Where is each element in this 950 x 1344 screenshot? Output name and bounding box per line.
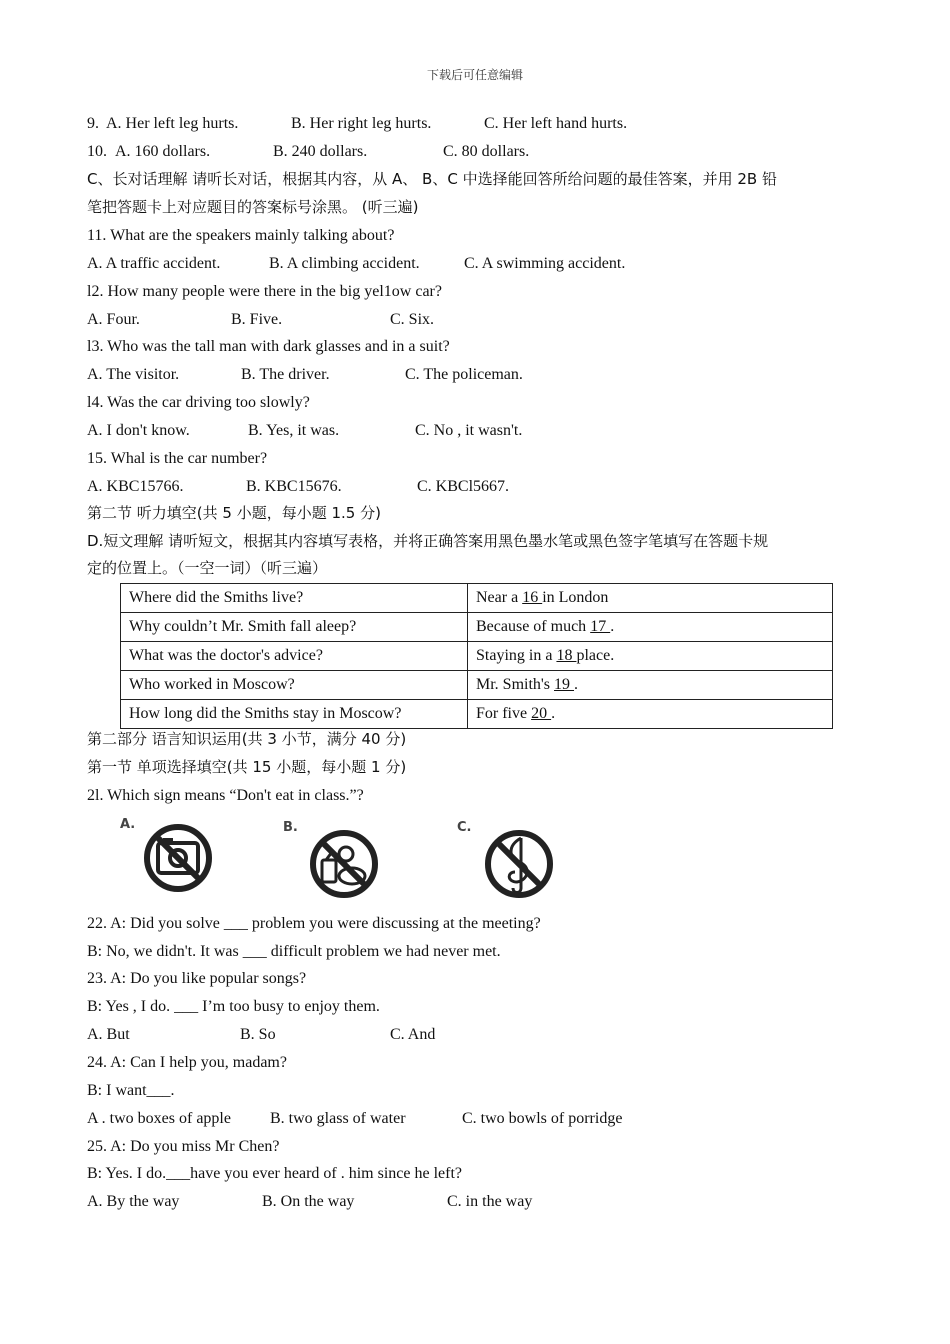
q9-option-c: C. Her left hand hurts. <box>484 115 628 132</box>
q24-option-b: B. two glass of water <box>270 1110 406 1127</box>
q10-option-c: C. 80 dollars. <box>443 143 530 160</box>
q23-line-b: B: Yes , I do. ___ I’m too busy to enjoy them. <box>87 998 380 1015</box>
answer-prefix: Near a <box>476 589 523 606</box>
q13-option-c: C. The policeman. <box>405 366 523 383</box>
q12-option-c: C. Six. <box>390 311 435 328</box>
answer-blank: 18 <box>556 647 577 664</box>
table-row <box>121 613 833 642</box>
answer-blank: 16 <box>522 589 543 606</box>
q13-option-a: A. The visitor. <box>87 366 180 383</box>
q23-line-a: 23. A: Do you like popular songs? <box>87 970 307 987</box>
answer-prefix: Because of much <box>476 618 591 635</box>
q12-option-a: A. Four. <box>87 311 140 328</box>
q10-number: 10. <box>87 143 107 160</box>
no-camera-icon <box>142 816 214 898</box>
answer-suffix: place. <box>576 647 615 664</box>
section-c-instruction-2: 笔把答题卡上对应题目的答案标号涂黑。 (听三遍) <box>87 198 419 216</box>
table-answer <box>468 613 833 642</box>
q14-option-b: B. Yes, it was. <box>248 422 340 439</box>
answer-suffix: . <box>551 705 556 722</box>
q24-line-a: 24. A: Can I help you, madam? <box>87 1054 287 1071</box>
fill-in-table <box>120 583 833 729</box>
sign-c-label: C. <box>457 820 472 835</box>
answer-suffix: . <box>610 618 615 635</box>
part-b-heading: 第二部分 语言知识运用(共 3 小节，满分 40 分) <box>87 730 407 748</box>
q11-stem: 11. What are the speakers mainly talking about? <box>87 227 395 244</box>
q13-stem: l3. Who was the tall man with dark glasses and in a suit? <box>87 338 450 355</box>
table-question: How long did the Smiths stay in Moscow? <box>121 700 468 729</box>
page-header: 下载后可任意编辑 <box>426 68 523 82</box>
answer-prefix: Staying in a <box>476 647 557 664</box>
table-answer <box>468 642 833 671</box>
answer-suffix: in London <box>542 589 609 606</box>
q23-option-c: C. And <box>390 1026 436 1043</box>
q9-option-b: B. Her right leg hurts. <box>291 115 432 132</box>
q9-option-a: A. Her left leg hurts. <box>106 115 239 132</box>
q24-option-a: A . two boxes of apple <box>87 1110 231 1127</box>
section-d-instruction-1: D.短文理解 请听短文，根据其内容填写表格，并将正确答案用黑色墨水笔或黑色签字笔填写在答题卡规 <box>87 532 769 550</box>
q22-line-b: B: No, we didn't. It was ___ difficult problem we had never met. <box>87 943 501 960</box>
section-1-heading: 第一节 单项选择填空(共 15 小题，每小题 1 分) <box>87 758 407 776</box>
table-question: What was the doctor's advice? <box>121 642 468 671</box>
q25-option-c: C. in the way <box>447 1193 533 1210</box>
no-food-icon <box>308 824 380 904</box>
table-answer <box>468 584 833 613</box>
q24-option-c: C. two bowls of porridge <box>462 1110 623 1127</box>
table-question: Who worked in Moscow? <box>121 671 468 700</box>
q24-line-b: B: I want___. <box>87 1082 175 1099</box>
q15-option-b: B. KBC15676. <box>246 478 342 495</box>
q13-option-b: B. The driver. <box>241 366 330 383</box>
table-row <box>121 671 833 700</box>
q21-stem: 2l. Which sign means “Don't eat in class.”? <box>87 787 364 804</box>
q9-number: 9. <box>87 115 99 132</box>
answer-blank: 20 <box>531 705 552 722</box>
q23-option-b: B. So <box>240 1026 276 1043</box>
q15-stem: 15. Whal is the car number? <box>87 450 268 467</box>
table-question: Where did the Smiths live? <box>121 584 468 613</box>
q12-option-b: B. Five. <box>231 311 283 328</box>
part-2-heading: 第二节 听力填空(共 5 小题，每小题 1.5 分) <box>87 504 381 522</box>
table-row <box>121 700 833 729</box>
q11-option-b: B. A climbing accident. <box>269 255 420 272</box>
q15-option-c: C. KBCl5667. <box>417 478 510 495</box>
table-answer <box>468 700 833 729</box>
section-d-instruction-2: 定的位置上。（一空一词）（听三遍） <box>87 559 328 577</box>
sign-a-label: A. <box>120 817 136 832</box>
q22-line-a: 22. A: Did you solve ___ problem you were discussing at the meeting? <box>87 915 541 932</box>
q11-option-c: C. A swimming accident. <box>464 255 626 272</box>
q11-option-a: A. A traffic accident. <box>87 255 221 272</box>
q12-stem: l2. How many people were there in the big yel1ow car? <box>87 283 442 300</box>
sign-options <box>110 812 580 910</box>
q25-option-b: B. On the way <box>262 1193 355 1210</box>
q25-option-a: A. By the way <box>87 1193 180 1210</box>
q25-line-b: B: Yes. I do.___have you ever heard of . him since he left? <box>87 1165 463 1182</box>
sign-b-label: B. <box>283 820 298 835</box>
answer-blank: 19 <box>554 676 575 693</box>
q10-option-a: A. 160 dollars. <box>115 143 211 160</box>
table-row <box>121 642 833 671</box>
q10-option-b: B. 240 dollars. <box>273 143 368 160</box>
answer-prefix: Mr. Smith's <box>476 676 555 693</box>
section-c-instruction-1: C、长对话理解 请听长对话，根据其内容，从 A、 B、C 中选择能回答所给问题的最佳答案，并用 2B 铅 <box>87 170 777 188</box>
q14-option-a: A. I don't know. <box>87 422 190 439</box>
q14-option-c: C. No , it wasn't. <box>415 422 523 439</box>
answer-prefix: For five <box>476 705 532 722</box>
table-question: Why couldn’t Mr. Smith fall aleep? <box>121 613 468 642</box>
q25-line-a: 25. A: Do you miss Mr Chen? <box>87 1138 280 1155</box>
answer-blank: 17 <box>590 618 611 635</box>
table-answer <box>468 671 833 700</box>
table-row <box>121 584 833 613</box>
q14-stem: l4. Was the car driving too slowly? <box>87 394 310 411</box>
q15-option-a: A. KBC15766. <box>87 478 184 495</box>
no-music-icon <box>483 824 555 904</box>
answer-suffix: . <box>574 676 579 693</box>
q23-option-a: A. But <box>87 1026 130 1043</box>
